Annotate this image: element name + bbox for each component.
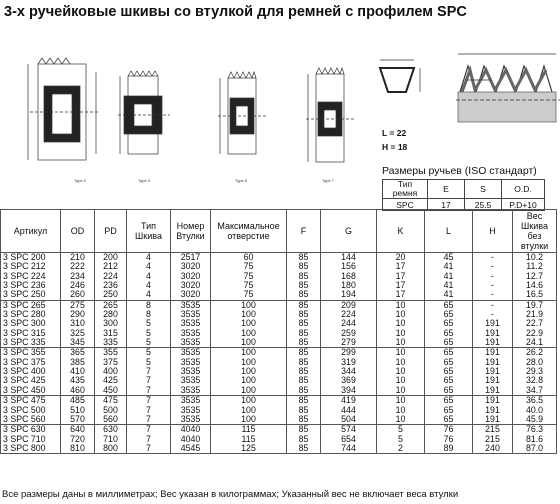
page-title: 3-х ручейковые шкивы со втулкой для ремней с профилем SPC [4, 4, 467, 20]
table-cell: 85 [287, 300, 321, 310]
table-cell: 85 [287, 396, 321, 406]
table-cell: 10 [377, 310, 425, 319]
table-cell: 240 [473, 444, 513, 454]
table-cell: 3 SPC 280 [1, 310, 61, 319]
table-cell: 85 [287, 262, 321, 271]
table-cell: 65 [425, 358, 473, 367]
table-cell: 5 [127, 329, 171, 338]
table-cell: 710 [95, 435, 127, 444]
table-cell: 10 [377, 319, 425, 328]
table-cell: 300 [95, 319, 127, 328]
table-cell: 3 SPC 375 [1, 358, 61, 367]
table-cell: 3535 [171, 329, 211, 338]
table-cell: 65 [425, 396, 473, 406]
table-cell: 100 [211, 406, 287, 415]
table-cell: 3535 [171, 338, 211, 348]
table-cell: 315 [95, 329, 127, 338]
table-cell: 14.6 [513, 281, 557, 290]
column-header: Вес Шкива без втулки [513, 210, 557, 253]
table-cell: 394 [321, 386, 377, 396]
table-cell: 85 [287, 348, 321, 358]
table-cell: 81.6 [513, 435, 557, 444]
table-cell: 10 [377, 348, 425, 358]
table-cell: 200 [95, 253, 127, 263]
groove-cell-e: 17 [428, 199, 465, 211]
table-cell: 3535 [171, 396, 211, 406]
table-cell: 5 [127, 338, 171, 348]
table-cell: 40.0 [513, 406, 557, 415]
table-cell: 3020 [171, 290, 211, 300]
table-cell: 17 [377, 281, 425, 290]
table-cell: 7 [127, 406, 171, 415]
table-cell: 85 [287, 338, 321, 348]
table-cell: 41 [425, 262, 473, 271]
table-cell: 100 [211, 338, 287, 348]
table-cell: 3 SPC 236 [1, 281, 61, 290]
table-cell: 10 [377, 338, 425, 348]
table-cell: 10 [377, 415, 425, 425]
table-cell: 3535 [171, 358, 211, 367]
table-cell: 250 [95, 290, 127, 300]
table-cell: 215 [473, 435, 513, 444]
table-cell: 24.1 [513, 338, 557, 348]
table-cell: 2517 [171, 253, 211, 263]
table-cell: 7 [127, 386, 171, 396]
table-cell: 65 [425, 348, 473, 358]
column-header: Тип Шкива [127, 210, 171, 253]
table-cell: 265 [95, 300, 127, 310]
table-cell: 290 [61, 310, 95, 319]
column-header: G [321, 210, 377, 253]
table-cell: 630 [95, 425, 127, 435]
pulley-spec-table [0, 209, 556, 454]
table-cell: 5 [377, 425, 425, 435]
table-cell: 444 [321, 406, 377, 415]
type-label-2: Type 4 [138, 178, 151, 183]
column-header: K [377, 210, 425, 253]
table-cell: 310 [61, 319, 95, 328]
table-cell: 3 SPC 355 [1, 348, 61, 358]
table-cell: 100 [211, 396, 287, 406]
table-cell: 45 [425, 253, 473, 263]
table-cell: 85 [287, 367, 321, 376]
table-cell: 485 [61, 396, 95, 406]
table-cell: 375 [95, 358, 127, 367]
table-cell: 744 [321, 444, 377, 454]
table-cell: 76.3 [513, 425, 557, 435]
table-cell: 800 [95, 444, 127, 454]
column-header: H [473, 210, 513, 253]
table-cell: 85 [287, 319, 321, 328]
table-cell: 275 [61, 300, 95, 310]
column-header: Артикул [1, 210, 61, 253]
table-cell: 85 [287, 290, 321, 300]
table-cell: 5 [127, 319, 171, 328]
table-cell: 3020 [171, 262, 211, 271]
type-label-3: Type 5 [235, 178, 248, 183]
table-cell: 3 SPC 400 [1, 367, 61, 376]
table-cell: 3 SPC 335 [1, 338, 61, 348]
table-cell: 810 [61, 444, 95, 454]
table-cell: 191 [473, 376, 513, 385]
table-cell: 76 [425, 425, 473, 435]
table-cell: 510 [61, 406, 95, 415]
table-cell: 385 [61, 358, 95, 367]
pulley-drawing-type-5 [218, 72, 266, 154]
table-cell: 4 [127, 253, 171, 263]
table-cell: 191 [473, 406, 513, 415]
type-label-4: Type 7 [322, 178, 335, 183]
table-cell: 100 [211, 310, 287, 319]
table-cell: 22.7 [513, 319, 557, 328]
table-cell: 369 [321, 376, 377, 385]
table-cell: 29.3 [513, 367, 557, 376]
table-cell: 419 [321, 396, 377, 406]
table-cell: 500 [95, 406, 127, 415]
table-cell: 194 [321, 290, 377, 300]
table-cell: 3535 [171, 348, 211, 358]
table-cell: 191 [473, 415, 513, 425]
table-cell: 8 [127, 310, 171, 319]
table-cell: 504 [321, 415, 377, 425]
table-cell: 41 [425, 272, 473, 281]
table-cell: 4545 [171, 444, 211, 454]
table-cell: 224 [321, 310, 377, 319]
table-cell: 65 [425, 338, 473, 348]
table-cell: 17 [377, 262, 425, 271]
table-cell: 75 [211, 290, 287, 300]
groove-dimensions-table [382, 165, 545, 211]
table-cell: 3535 [171, 310, 211, 319]
table-cell: 410 [61, 367, 95, 376]
groove-section-drawing [456, 54, 560, 122]
table-cell: 3 SPC 630 [1, 425, 61, 435]
table-cell: 65 [425, 376, 473, 385]
table-cell: 100 [211, 376, 287, 385]
table-cell: 3 SPC 560 [1, 415, 61, 425]
column-header: L [425, 210, 473, 253]
table-cell: 115 [211, 425, 287, 435]
table-cell: 654 [321, 435, 377, 444]
table-cell: 19.7 [513, 300, 557, 310]
table-cell: 400 [95, 367, 127, 376]
table-cell: 335 [95, 338, 127, 348]
table-cell: 85 [287, 406, 321, 415]
table-cell: 325 [61, 329, 95, 338]
table-cell: 4040 [171, 425, 211, 435]
table-cell: 5 [127, 348, 171, 358]
groove-cell-od: P.D+10 [502, 199, 545, 211]
belt-height-label: H = 18 [382, 142, 408, 152]
table-cell: 4040 [171, 435, 211, 444]
table-cell: 3535 [171, 300, 211, 310]
table-cell: 10.2 [513, 253, 557, 263]
table-cell: 100 [211, 329, 287, 338]
table-cell: 7 [127, 415, 171, 425]
table-cell: 560 [95, 415, 127, 425]
groove-cell-type: SPC [383, 199, 428, 211]
table-cell: 65 [425, 386, 473, 396]
table-cell: 100 [211, 319, 287, 328]
table-cell: 65 [425, 415, 473, 425]
table-cell: 4 [127, 272, 171, 281]
table-cell: 236 [95, 281, 127, 290]
belt-profile-drawing [380, 60, 420, 92]
table-cell: 2 [377, 444, 425, 454]
table-cell: 20 [377, 253, 425, 263]
table-cell: 125 [211, 444, 287, 454]
table-cell: 435 [61, 376, 95, 385]
table-cell: 191 [473, 396, 513, 406]
table-cell: 3 SPC 710 [1, 435, 61, 444]
table-cell: 3 SPC 800 [1, 444, 61, 454]
table-cell: 65 [425, 319, 473, 328]
table-cell: 100 [211, 386, 287, 396]
table-cell: 32.8 [513, 376, 557, 385]
table-cell: 41 [425, 290, 473, 300]
table-cell: 3535 [171, 376, 211, 385]
table-cell: 212 [95, 262, 127, 271]
table-cell: 65 [425, 406, 473, 415]
table-cell: 100 [211, 358, 287, 367]
footnote: Все размеры даны в миллиметрах; Вес указан в килограммах; Указанный вес не включает веса втулки [2, 489, 459, 500]
table-cell: 76 [425, 435, 473, 444]
table-cell: 85 [287, 281, 321, 290]
table-cell: 5 [377, 435, 425, 444]
table-cell: 3 SPC 265 [1, 300, 61, 310]
table-cell: 17 [377, 290, 425, 300]
table-cell: 100 [211, 415, 287, 425]
table-cell: 85 [287, 253, 321, 263]
table-cell: 259 [321, 329, 377, 338]
table-cell: 10 [377, 358, 425, 367]
table-cell: 7 [127, 435, 171, 444]
table-cell: 7 [127, 425, 171, 435]
table-cell: 28.0 [513, 358, 557, 367]
groove-header-s: S [465, 180, 502, 199]
table-cell: 156 [321, 262, 377, 271]
table-cell: 12.7 [513, 272, 557, 281]
table-cell: 3 SPC 224 [1, 272, 61, 281]
table-cell: 5 [127, 358, 171, 367]
table-cell: 41 [425, 281, 473, 290]
table-cell: 244 [321, 319, 377, 328]
table-cell: 85 [287, 444, 321, 454]
table-cell: 8 [127, 300, 171, 310]
table-cell: 234 [61, 272, 95, 281]
groove-cell-s: 25.5 [465, 199, 502, 211]
table-cell: 3 SPC 212 [1, 262, 61, 271]
table-cell: 3 SPC 315 [1, 329, 61, 338]
column-header: Максимальное отверстие [211, 210, 287, 253]
table-cell: - [473, 253, 513, 263]
table-cell: 75 [211, 272, 287, 281]
table-cell: 720 [61, 435, 95, 444]
table-cell: 87.0 [513, 444, 557, 454]
table-cell: 65 [425, 300, 473, 310]
table-cell: 3 SPC 475 [1, 396, 61, 406]
table-cell: 222 [61, 262, 95, 271]
table-cell: 246 [61, 281, 95, 290]
table-cell: 75 [211, 281, 287, 290]
table-cell: 191 [473, 338, 513, 348]
table-cell: 10 [377, 300, 425, 310]
table-cell: 260 [61, 290, 95, 300]
table-cell: 85 [287, 386, 321, 396]
table-cell: 89 [425, 444, 473, 454]
table-cell: 100 [211, 300, 287, 310]
table-cell: 36.5 [513, 396, 557, 406]
table-cell: 299 [321, 348, 377, 358]
table-cell: 191 [473, 367, 513, 376]
table-cell: 210 [61, 253, 95, 263]
table-cell: 191 [473, 386, 513, 396]
table-cell: 60 [211, 253, 287, 263]
table-cell: 65 [425, 310, 473, 319]
column-header: Номер Втулки [171, 210, 211, 253]
column-header: F [287, 210, 321, 253]
table-cell: 168 [321, 272, 377, 281]
table-cell: 3 SPC 300 [1, 319, 61, 328]
table-cell: 85 [287, 425, 321, 435]
groove-header-e: E [428, 180, 465, 199]
table-cell: 3020 [171, 281, 211, 290]
table-cell: 45.9 [513, 415, 557, 425]
table-cell: 191 [473, 329, 513, 338]
table-cell: 4 [127, 281, 171, 290]
table-cell: 7 [127, 444, 171, 454]
table-row [1, 444, 557, 454]
table-cell: 115 [211, 435, 287, 444]
belt-length-label: L = 22 [382, 128, 407, 138]
table-cell: 450 [95, 386, 127, 396]
table-cell: 100 [211, 367, 287, 376]
column-header: OD [61, 210, 95, 253]
table-cell: 85 [287, 329, 321, 338]
table-cell: 21.9 [513, 310, 557, 319]
table-cell: 100 [211, 348, 287, 358]
table-cell: 7 [127, 367, 171, 376]
table-cell: 280 [95, 310, 127, 319]
table-cell: 22.9 [513, 329, 557, 338]
table-cell: 355 [95, 348, 127, 358]
table-cell: 16.5 [513, 290, 557, 300]
table-cell: 209 [321, 300, 377, 310]
groove-header-type: Тип ремня [383, 180, 428, 199]
table-cell: 34.7 [513, 386, 557, 396]
table-cell: 3 SPC 250 [1, 290, 61, 300]
table-cell: 3535 [171, 406, 211, 415]
table-cell: 3535 [171, 367, 211, 376]
table-cell: 144 [321, 253, 377, 263]
table-cell: - [473, 262, 513, 271]
table-cell: 224 [95, 272, 127, 281]
table-cell: 3535 [171, 319, 211, 328]
table-cell: 215 [473, 425, 513, 435]
table-row [1, 290, 557, 300]
table-cell: 574 [321, 425, 377, 435]
table-cell: 4 [127, 262, 171, 271]
pulley-drawing-type-4 [118, 71, 170, 154]
table-cell: 191 [473, 358, 513, 367]
table-cell: 10 [377, 367, 425, 376]
table-cell: 365 [61, 348, 95, 358]
table-cell: 279 [321, 338, 377, 348]
table-cell: 26.2 [513, 348, 557, 358]
table-cell: - [473, 300, 513, 310]
table-cell: - [473, 272, 513, 281]
table-cell: 10 [377, 406, 425, 415]
table-cell: 17 [377, 272, 425, 281]
table-cell: - [473, 290, 513, 300]
table-cell: 65 [425, 367, 473, 376]
table-cell: 3535 [171, 415, 211, 425]
table-cell: 3 SPC 500 [1, 406, 61, 415]
table-cell: 10 [377, 396, 425, 406]
table-cell: 85 [287, 272, 321, 281]
table-cell: 640 [61, 425, 95, 435]
pulley-drawing-type-7 [306, 68, 354, 162]
table-cell: 180 [321, 281, 377, 290]
table-cell: 345 [61, 338, 95, 348]
table-cell: 191 [473, 348, 513, 358]
table-cell: - [473, 281, 513, 290]
table-cell: 3020 [171, 272, 211, 281]
table-cell: 85 [287, 415, 321, 425]
table-cell: 75 [211, 262, 287, 271]
table-cell: - [473, 310, 513, 319]
type-label-1: Type 2 [74, 178, 87, 183]
table-cell: 7 [127, 396, 171, 406]
table-cell: 3 SPC 450 [1, 386, 61, 396]
table-cell: 3 SPC 425 [1, 376, 61, 385]
table-cell: 191 [473, 319, 513, 328]
table-cell: 425 [95, 376, 127, 385]
table-cell: 85 [287, 310, 321, 319]
table-cell: 85 [287, 435, 321, 444]
groove-table-caption: Размеры ручьев (ISO стандарт) [382, 165, 537, 177]
table-cell: 10 [377, 386, 425, 396]
column-header: PD [95, 210, 127, 253]
table-cell: 4 [127, 290, 171, 300]
table-cell: 3535 [171, 386, 211, 396]
groove-header-od: O.D. [502, 180, 545, 199]
table-cell: 85 [287, 358, 321, 367]
table-cell: 570 [61, 415, 95, 425]
table-cell: 475 [95, 396, 127, 406]
table-cell: 11.2 [513, 262, 557, 271]
table-cell: 10 [377, 329, 425, 338]
table-cell: 7 [127, 376, 171, 385]
table-cell: 10 [377, 376, 425, 385]
table-cell: 65 [425, 329, 473, 338]
table-cell: 344 [321, 367, 377, 376]
table-cell: 460 [61, 386, 95, 396]
table-cell: 3 SPC 200 [1, 253, 61, 263]
pulley-drawing-type-2 [28, 58, 100, 160]
table-cell: 85 [287, 376, 321, 385]
table-cell: 319 [321, 358, 377, 367]
